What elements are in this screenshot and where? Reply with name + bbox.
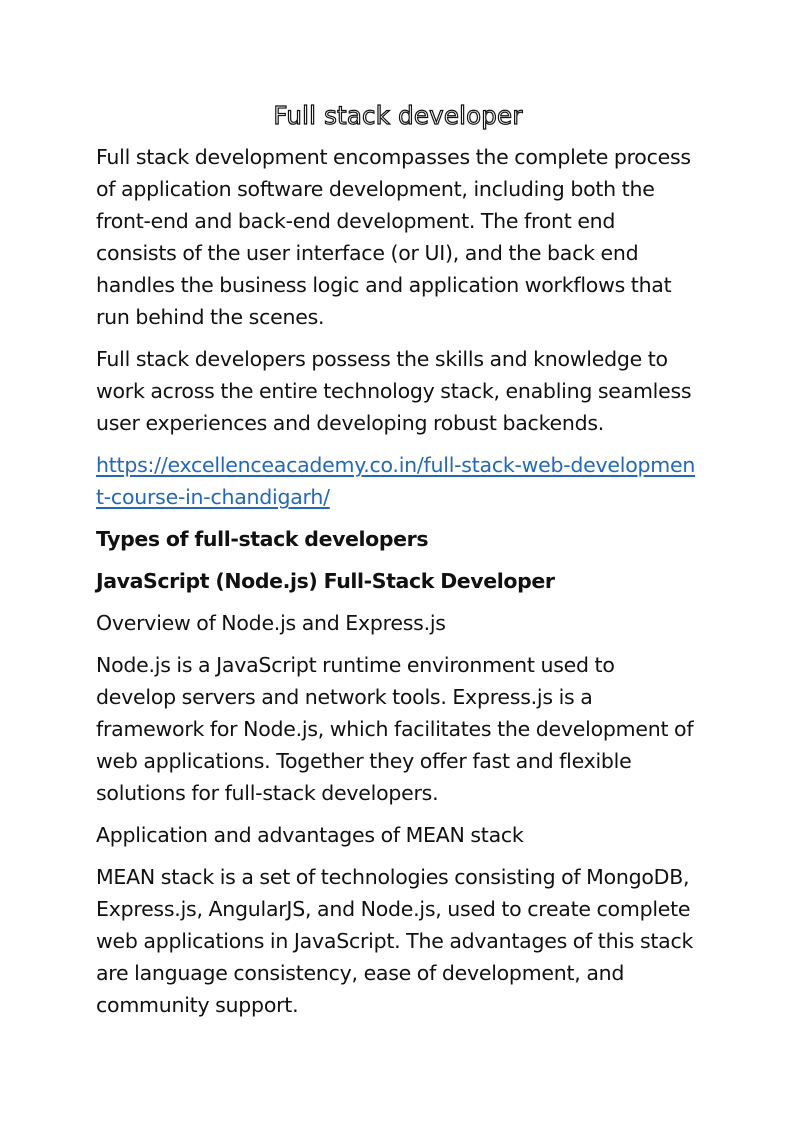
node-paragraph: Node.js is a JavaScript runtime environment used to develop servers and network tools. Express.js is a framework for Node.js, which facilitates the development of web applications. Together they offer fast and flexible solutions for full-stack developers. xyxy=(96,653,694,805)
mean-heading: Application and advantages of MEAN stack xyxy=(96,823,524,847)
node-overview-heading: Overview of Node.js and Express.js xyxy=(96,611,446,635)
course-link[interactable]: https://excellenceacademy.co.in/full-stack-web-development-course-in-chandigarh/ xyxy=(96,453,696,509)
js-fullstack-heading: JavaScript (Node.js) Full-Stack Developer xyxy=(96,569,555,593)
mean-paragraph: MEAN stack is a set of technologies consisting of MongoDB, Express.js, AngularJS, and Node.js, used to create complete web applications in JavaScript. The advantages of this stack are language consistency, ease of development, and community support. xyxy=(96,865,694,1017)
skills-paragraph: Full stack developers possess the skills and knowledge to work across the entire technology stack, enabling seamless user experiences and developing robust backends. xyxy=(96,347,692,435)
link-paragraph xyxy=(96,449,700,513)
page-title: Full stack developer xyxy=(273,101,523,130)
document-page xyxy=(96,96,700,1031)
intro-paragraph: Full stack development encompasses the complete process of application software development, including both the front-end and back-end development. The front end consists of the user interface (or UI), and the back end handles the business logic and application workflows that run behind the scenes. xyxy=(96,145,691,329)
types-heading: Types of full-stack developers xyxy=(96,527,429,551)
